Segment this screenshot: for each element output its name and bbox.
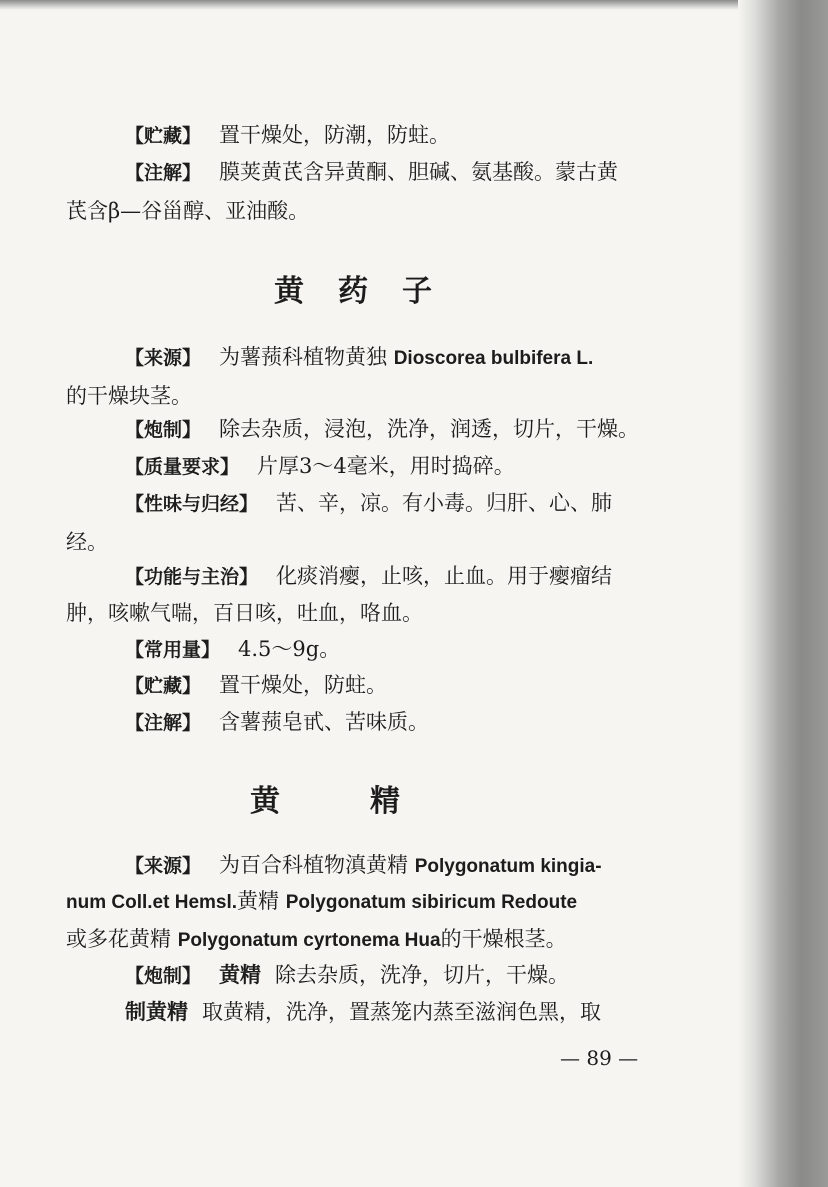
sub-term: 制黄精 [125,1000,188,1024]
section-tag: 【炮制】 [125,965,202,987]
section-tag: 【注解】 [125,162,202,184]
astragalus-note [125,157,705,188]
huangyaozi-function [125,561,705,592]
book-binding-shadow [738,0,828,1187]
huangyaozi-quality [125,451,705,482]
huangyaozi-process [125,414,705,445]
huangyaozi-function-cont: 肿，咳嗽气喘，百日咳，吐血，咯血。 [66,601,423,625]
section-tag: 【来源】 [125,855,202,877]
section-text: 取黄精，洗净，置蒸笼内蒸至滋润色黑，取 [202,1000,601,1024]
entry-title-huangyaozi: 黄药子 [274,274,466,309]
section-text: 或多花黄精 [66,927,171,951]
huangjing-source [125,850,705,882]
page-number: — 89 — [560,1046,639,1070]
huangyaozi-nature [125,488,705,519]
sub-term: 黄精 [219,963,262,987]
section-text: 为百合科植物滇黄精 [219,853,409,877]
section-tag: 【炮制】 [125,419,202,441]
section-text: 片厚3～4毫米，用时捣碎。 [257,454,515,478]
huangyaozi-nature-cont: 经。 [66,530,108,554]
astragalus-storage [125,120,705,151]
section-tag: 【贮藏】 [125,125,202,147]
section-text: 除去杂质，浸泡，洗净，润透，切片，干燥。 [219,417,640,441]
section-tag: 【性味与归经】 [125,493,259,515]
huangyaozi-source [125,342,705,374]
latin-name: Dioscorea bulbifera L. [393,348,594,369]
huangjing-processed [125,997,705,1027]
huangjing-source-cont-2 [66,924,646,956]
section-text: 化痰消瘿，止咳，止血。用于瘿瘤结 [276,564,613,588]
huangyaozi-storage [125,670,705,701]
entry-title-huangjing: 黄精 [250,784,490,819]
latin-name: num Coll.et Hemsl. [66,892,238,913]
section-tag: 【质量要求】 [125,456,240,478]
section-tag: 【功能与主治】 [125,566,259,588]
huangyaozi-note [125,707,705,738]
section-tag: 【贮藏】 [125,675,202,697]
huangyaozi-dose [125,634,705,665]
astragalus-note-cont: 芪含β—谷甾醇、亚油酸。 [66,199,310,223]
section-text: 除去杂质，洗净，切片，干燥。 [275,963,570,987]
section-text: 膜荚黄芪含异黄酮、胆碱、氨基酸。蒙古黄 [219,160,619,184]
huangjing-process [125,960,705,991]
latin-name: Polygonatum sibiricum Redoute [285,892,578,913]
section-text: 黄精 [237,889,280,913]
section-text: 的干燥根茎。 [440,927,567,951]
latin-name: Polygonatum kingia- [414,856,602,877]
section-text: 置干燥处，防潮，防蛀。 [219,123,451,147]
huangyaozi-source-cont: 的干燥块茎。 [66,384,192,408]
section-text: 含薯蓣皂甙、苦味质。 [219,710,430,734]
section-tag: 【注解】 [125,712,202,734]
section-text: 4.5～9g。 [238,637,341,661]
huangjing-source-cont [66,886,646,918]
section-text: 苦、辛，凉。有小毒。归肝、心、肺 [276,491,613,515]
section-text: 为薯蓣科植物黄独 [219,345,388,369]
latin-name: Polygonatum cyrtonema Hua [177,930,441,951]
section-text: 置干燥处，防蛀。 [219,673,388,697]
section-tag: 【来源】 [125,347,202,369]
section-tag: 【常用量】 [125,639,221,661]
